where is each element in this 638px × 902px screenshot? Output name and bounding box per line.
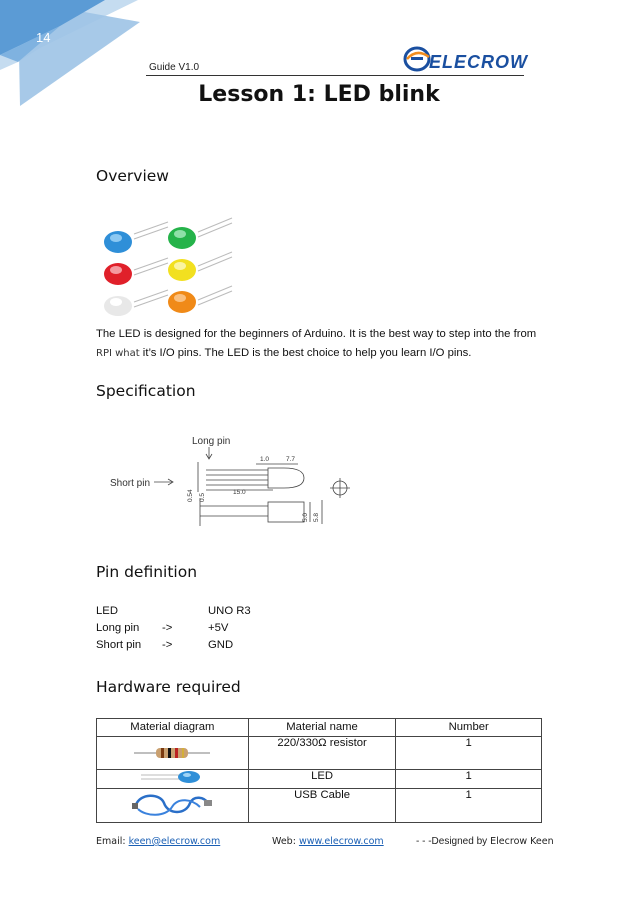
dim-0-54: 0.54 [187,489,194,502]
pin-cell: +5V [208,622,229,634]
overview-text-2: it’s I/O pins. The LED is the best choice to help you learn I/O pins. [139,347,472,359]
table-row [97,737,542,770]
pin-cell: -> [162,622,173,634]
specification-heading: Specification [96,382,196,400]
designed-prefix: - - -Designed by [416,836,488,847]
dim-5-0: 5.0 [302,512,309,522]
usb-cable-image [130,791,214,819]
pin-cell: UNO R3 [208,605,251,617]
pin-row [96,605,396,622]
email-label: Email: [96,836,129,847]
pin-row [96,622,396,639]
material-number-cell: 1 [396,737,542,770]
column-header: Material diagram [97,719,249,737]
web-label: Web: [272,836,299,847]
email-link[interactable]: keen@elecrow.com [128,836,221,847]
dim-0-5: 0.5 [199,492,206,502]
footer-web [272,836,384,847]
led-colors-image [96,212,236,318]
pin-cell: Long pin [96,622,140,634]
column-header: Number [396,719,542,737]
column-header: Material name [248,719,396,737]
web-link[interactable]: www.elecrow.com [298,836,384,847]
material-name-cell: LED [248,770,396,789]
material-name-cell: USB Cable [248,789,396,823]
led-image [137,770,207,785]
dim-5-8: 5.8 [313,512,320,522]
pin-cell: Short pin [96,639,142,651]
material-number-cell: 1 [396,789,542,823]
table-header-row [97,719,542,737]
pin-cell: GND [208,639,234,651]
pin-definition-table [96,605,396,656]
designed-name: Elecrow Keen [487,836,554,847]
overview-paragraph [96,325,556,363]
page-title: Lesson 1: LED blink [198,82,440,107]
header-rule [146,75,524,76]
pin-definition-heading: Pin definition [96,563,198,581]
led-dimension-diagram [108,432,356,532]
short-pin-label: Short pin [110,478,151,489]
material-diagram-cell [97,789,249,823]
overview-text-1: The LED is designed for the beginners of Arduino. It is the best way to step into the from [96,328,537,340]
material-diagram-cell [97,770,249,789]
logo-text: ELECROW [429,52,528,72]
table-row [97,770,542,789]
hardware-heading: Hardware required [96,678,241,696]
material-diagram-cell [97,737,249,770]
material-number-cell: 1 [396,770,542,789]
dim-7-7: 7.7 [286,456,296,463]
hardware-table [96,718,542,823]
footer-designed-by [416,836,554,847]
long-pin-label: Long pin [192,436,231,447]
footer-email [96,836,220,847]
pin-cell: -> [162,639,173,651]
resistor-image [132,745,212,761]
overview-text-sub: RPI what [96,348,140,359]
guide-version: Guide V1.0 [149,62,200,73]
dim-15-0: 15.0 [233,489,246,496]
overview-heading: Overview [96,167,169,185]
dim-1-0: 1.0 [260,456,270,463]
page-number: 14 [36,30,51,45]
table-row [97,789,542,823]
pin-cell: LED [96,605,118,617]
pin-row [96,639,396,656]
material-name-cell: 220/330Ω resistor [248,737,396,770]
